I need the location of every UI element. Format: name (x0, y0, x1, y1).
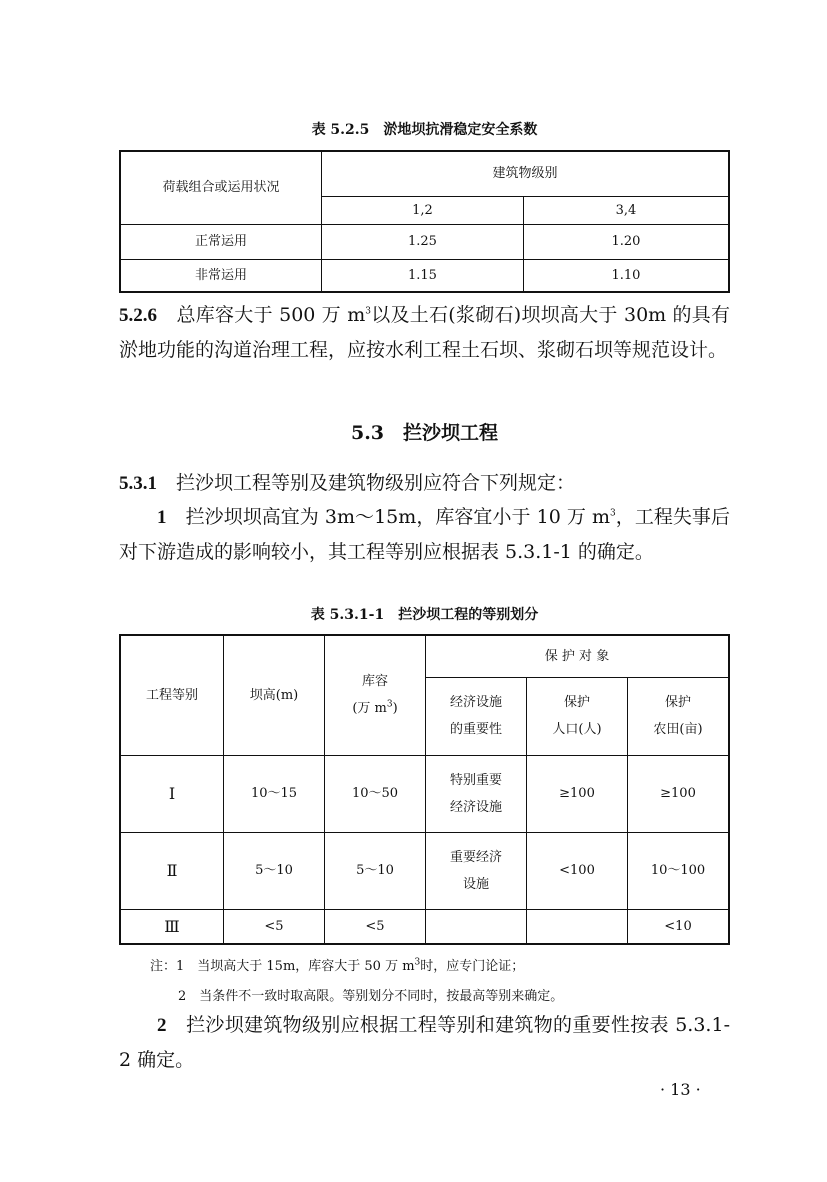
table-row (120, 755, 729, 832)
cell: <10 (628, 909, 730, 944)
cell (426, 909, 527, 944)
cell: 1.25 (322, 224, 524, 259)
safety-factor-table (119, 150, 730, 293)
header-cell: 工程等别 (120, 635, 224, 755)
table-note-2: 2 当条件不一致时取高限。等别划分不同时，按最高等别来确定。 (178, 989, 564, 1004)
header-cell: 库容 (万 $m^3$) (325, 635, 426, 755)
cell: 1.15 (322, 259, 524, 292)
row-label: 正常运用 (120, 224, 322, 259)
cell: 1.10 (523, 259, 729, 292)
table-row (120, 832, 729, 909)
section-title: 5.3 拦沙坝工程 (350, 422, 499, 444)
cell: 10～100 (628, 832, 730, 909)
header-cell: 1,2 (322, 196, 524, 224)
clause-5-2-6: 5.2.6 总库容大于 500 万 $m^3$以及土石(浆砌石)坝坝高大于 30m 的具有淤地功能的沟道治理工程，应按水利工程土石坝、浆砌石坝等规范设计。 (119, 304, 730, 361)
table-caption: 表 5.3.1-1 拦沙坝工程的等别划分 (310, 607, 539, 623)
cell: 特别重要 经济设施 (426, 755, 527, 832)
cell: 10～50 (325, 755, 426, 832)
header-cell: 坝高(m) (224, 635, 325, 755)
header-cell: 保护 人口(人) (527, 677, 628, 755)
clause-5-3-1-item-2: 2 拦沙坝建筑物级别应根据工程等别和建筑物的重要性按表 5.3.1-2 确定。 (119, 1014, 730, 1071)
header-cell: 保护 农田(亩) (628, 677, 730, 755)
header-cell: 建筑物级别 (322, 151, 730, 196)
cell: Ⅱ (120, 832, 224, 909)
page-number: · 13 · (660, 1080, 701, 1099)
cell (527, 909, 628, 944)
header-cell: 保 护 对 象 (426, 635, 730, 677)
cell: <100 (527, 832, 628, 909)
table-row (120, 909, 729, 944)
cell: ≥100 (628, 755, 730, 832)
header-cell: 3,4 (523, 196, 729, 224)
cell: 5～10 (325, 832, 426, 909)
header-cell: 经济设施 的重要性 (426, 677, 527, 755)
cell: 10～15 (224, 755, 325, 832)
cell: <5 (224, 909, 325, 944)
cell: Ⅰ (120, 755, 224, 832)
table-caption: 表 5.2.5 淤地坝抗滑稳定安全系数 (311, 122, 538, 138)
cell: Ⅲ (120, 909, 224, 944)
table-note-1: 注：1 当坝高大于 15m，库容大于 50 万 $m^3$时，应专门论证； (150, 957, 525, 974)
cell: 1.20 (523, 224, 729, 259)
cell: 5～10 (224, 832, 325, 909)
cell: 重要经济 设施 (426, 832, 527, 909)
cell: <5 (325, 909, 426, 944)
clause-5-3-1: 5.3.1 拦沙坝工程等别及建筑物级别应符合下列规定： (119, 472, 576, 494)
cell: ≥100 (527, 755, 628, 832)
grade-classification-table (119, 634, 730, 945)
clause-5-3-1-item-1: 1 拦沙坝坝高宜为 3m～15m，库容宜小于 10 万 $m^3$，工程失事后对下游造成的影响较小，其工程等别应根据表 5.3.1-1 的确定。 (119, 506, 730, 563)
header-cell: 荷载组合或运用状况 (120, 151, 322, 224)
row-label: 非常运用 (120, 259, 322, 292)
